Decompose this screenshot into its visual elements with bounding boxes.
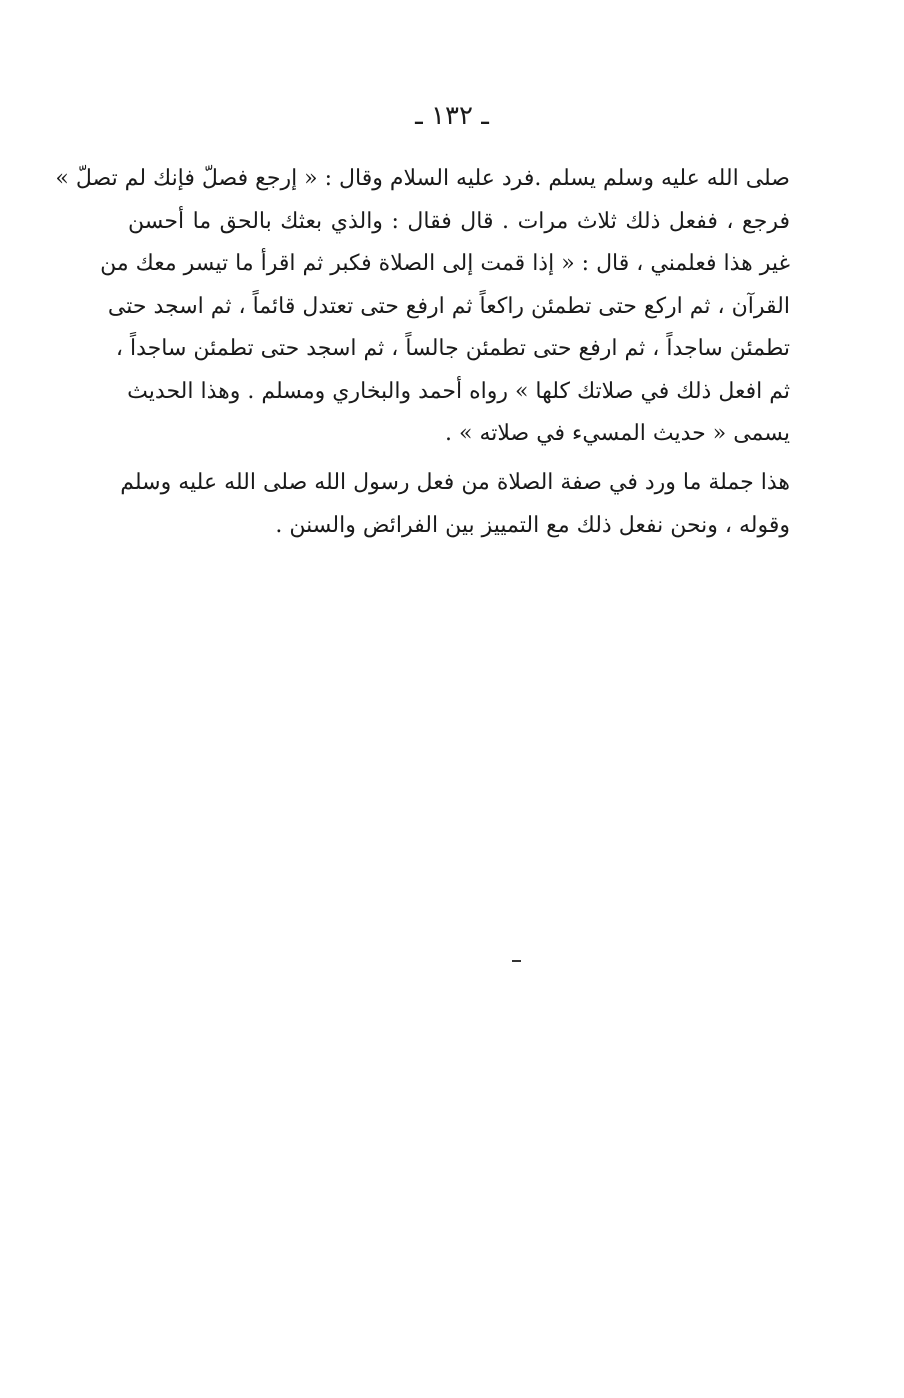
- text-line: يسمى « حديث المسيء في صلاته » .: [445, 421, 790, 446]
- text-line: وقوله ، ونحن نفعل ذلك مع التمييز بين الفرائض والسنن .: [275, 512, 790, 538]
- text-line: صلى الله عليه وسلم يسلم .فرد عليه السلام وقال : « إرجع فصلّ فإنك لم تصلّ »: [55, 166, 790, 191]
- text-line: القرآن ، ثم اركع حتى تطمئن راكعاً ثم ارفع حتى تعتدل قائماً ، ثم اسجد حتى: [107, 293, 790, 319]
- text-line: ثم افعل ذلك في صلاتك كلها » رواه أحمد والبخاري ومسلم . وهذا الحديث: [127, 378, 790, 404]
- text-line: فرجع ، ففعل ذلك ثلاث مرات . قال فقال : والذي بعثك بالحق ما أحسن: [128, 208, 790, 234]
- page-mark: [512, 960, 521, 962]
- page-number: ـ ١٣٢ ـ: [415, 101, 489, 131]
- text-line: هذا جملة ما ورد في صفة الصلاة من فعل رسول الله صلى الله عليه وسلم: [120, 470, 790, 495]
- text-line: غير هذا فعلمني ، قال : « إذا قمت إلى الصلاة فكبر ثم اقرأ ما تيسر معك من: [100, 251, 790, 276]
- paragraph-summary: [120, 462, 790, 547]
- text-line: تطمئن ساجداً ، ثم ارفع حتى تطمئن جالساً ، ثم اسجد حتى تطمئن ساجداً ،: [115, 336, 790, 361]
- paragraph-hadith: [55, 158, 790, 456]
